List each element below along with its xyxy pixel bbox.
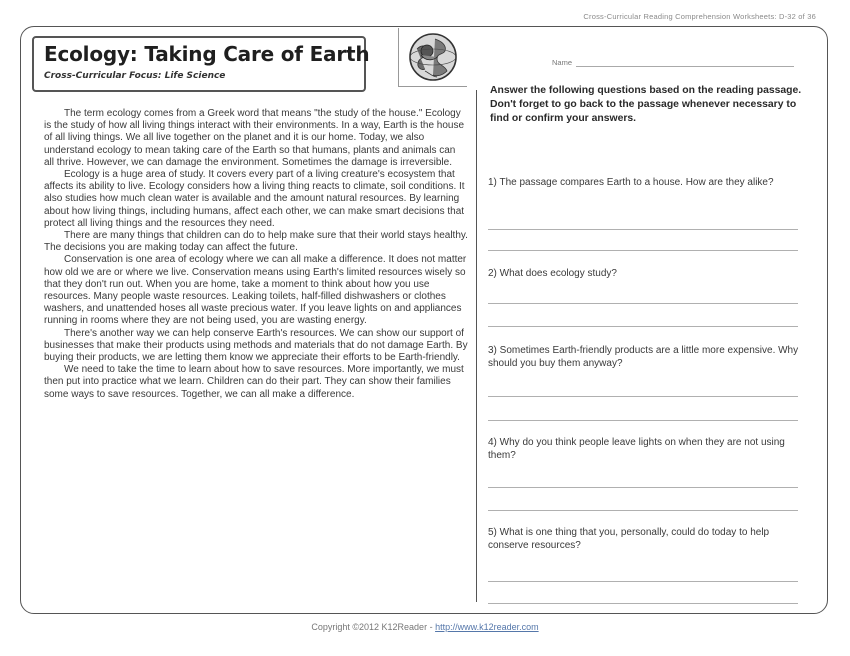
answer-line-4a[interactable] [488, 487, 798, 488]
copyright-text: Copyright ©2012 K12Reader - [311, 622, 436, 632]
answer-line-1a[interactable] [488, 229, 798, 230]
question-2: 2) What does ecology study? [488, 268, 617, 279]
question-3: 3) Sometimes Earth-friendly products are a little more expensive. Why should you buy them anyway? [488, 345, 799, 369]
passage-paragraph: The term ecology comes from a Greek word that means "the study of the house." Ecology is the study of how all living things interact with their environments. In a way, Earth is the house of all living things. We all live together on the planet and it is our home. Today, we also understand ecology to mean taking care of the Earth so that humans, plants and animals can all thrive. However, we can damage the environment. Sometimes the damage is irreversible. [44, 108, 465, 168]
footer-link[interactable]: http://www.k12reader.com [435, 622, 539, 632]
passage-paragraph: We need to take the time to learn about how to save resources. More importantly, we must then put into practice what we learn. Children can do their part. They can show their families some ways to save resources. Together, we can all make a difference. [44, 364, 464, 400]
worksheet-series-label: Cross-Curricular Reading Comprehension Worksheets: D-32 of 36 [583, 12, 816, 21]
passage-paragraph: There's another way we can help conserve Earth's resources. We can show our support of businesses that make their products using methods and materials that do not damage Earth. By buying their products, we are letting them know we appreciate their efforts to be Earth-friendly. [44, 327, 468, 364]
globe-icon [407, 31, 459, 83]
column-divider [476, 90, 477, 602]
worksheet-subtitle: Cross-Curricular Focus: Life Science [44, 71, 226, 81]
passage-paragraph: Conservation is one area of ecology where we can all make a difference. It does not matter how old we are or where we live. Conservation means using Earth's limited resources wisely so that they don't run out. When you are home, take a moment to think about how you use resources. Many people waste resources. Leaking toilets, half-filled dishwashers or clothes washers, and unattended hoses all waste precious water. If you leave lights on and appliances running in rooms where they are not being used, you are wasting energy. [44, 254, 467, 327]
answer-line-3b[interactable] [488, 420, 798, 421]
name-label: Name [552, 58, 573, 67]
passage-paragraph: Ecology is a huge area of study. It covers every part of a living creature's ecosystem that affects its ability to live. Ecology considers how a living thing reacts to climate, soil conditions. It also studies how much clean water is available and the amount natural resources. By learning about how living things, including humans, affect each other, we can make smart decisions that protect all living things and the resources they need. [44, 169, 465, 229]
question-4: 4) Why do you think people leave lights on when they are not using them? [488, 437, 785, 461]
globe-illustration [398, 28, 467, 87]
answer-line-4b[interactable] [488, 510, 798, 511]
name-input-line[interactable] [576, 66, 794, 67]
passage-paragraph: There are many things that children can do to help make sure that their world stays healthy. The decisions you are making today can affect the future. [44, 230, 468, 254]
answer-line-2a[interactable] [488, 303, 798, 304]
answer-line-5a[interactable] [488, 581, 798, 582]
answer-line-1b[interactable] [488, 250, 798, 251]
footer [0, 622, 850, 632]
reading-passage [44, 108, 468, 401]
title-block [32, 36, 370, 92]
answer-line-2b[interactable] [488, 326, 798, 327]
instructions: Answer the following questions based on the reading passage. Don't forget to go back to the passage whenever necessary to find or confirm your answers. [490, 85, 802, 125]
worksheet-title: Ecology: Taking Care of Earth [44, 42, 370, 66]
answer-line-3a[interactable] [488, 396, 798, 397]
answer-line-5b[interactable] [488, 603, 798, 604]
question-1: 1) The passage compares Earth to a house. How are they alike? [488, 177, 774, 188]
question-5: 5) What is one thing that you, personally, could do today to help conserve resources? [488, 527, 770, 551]
